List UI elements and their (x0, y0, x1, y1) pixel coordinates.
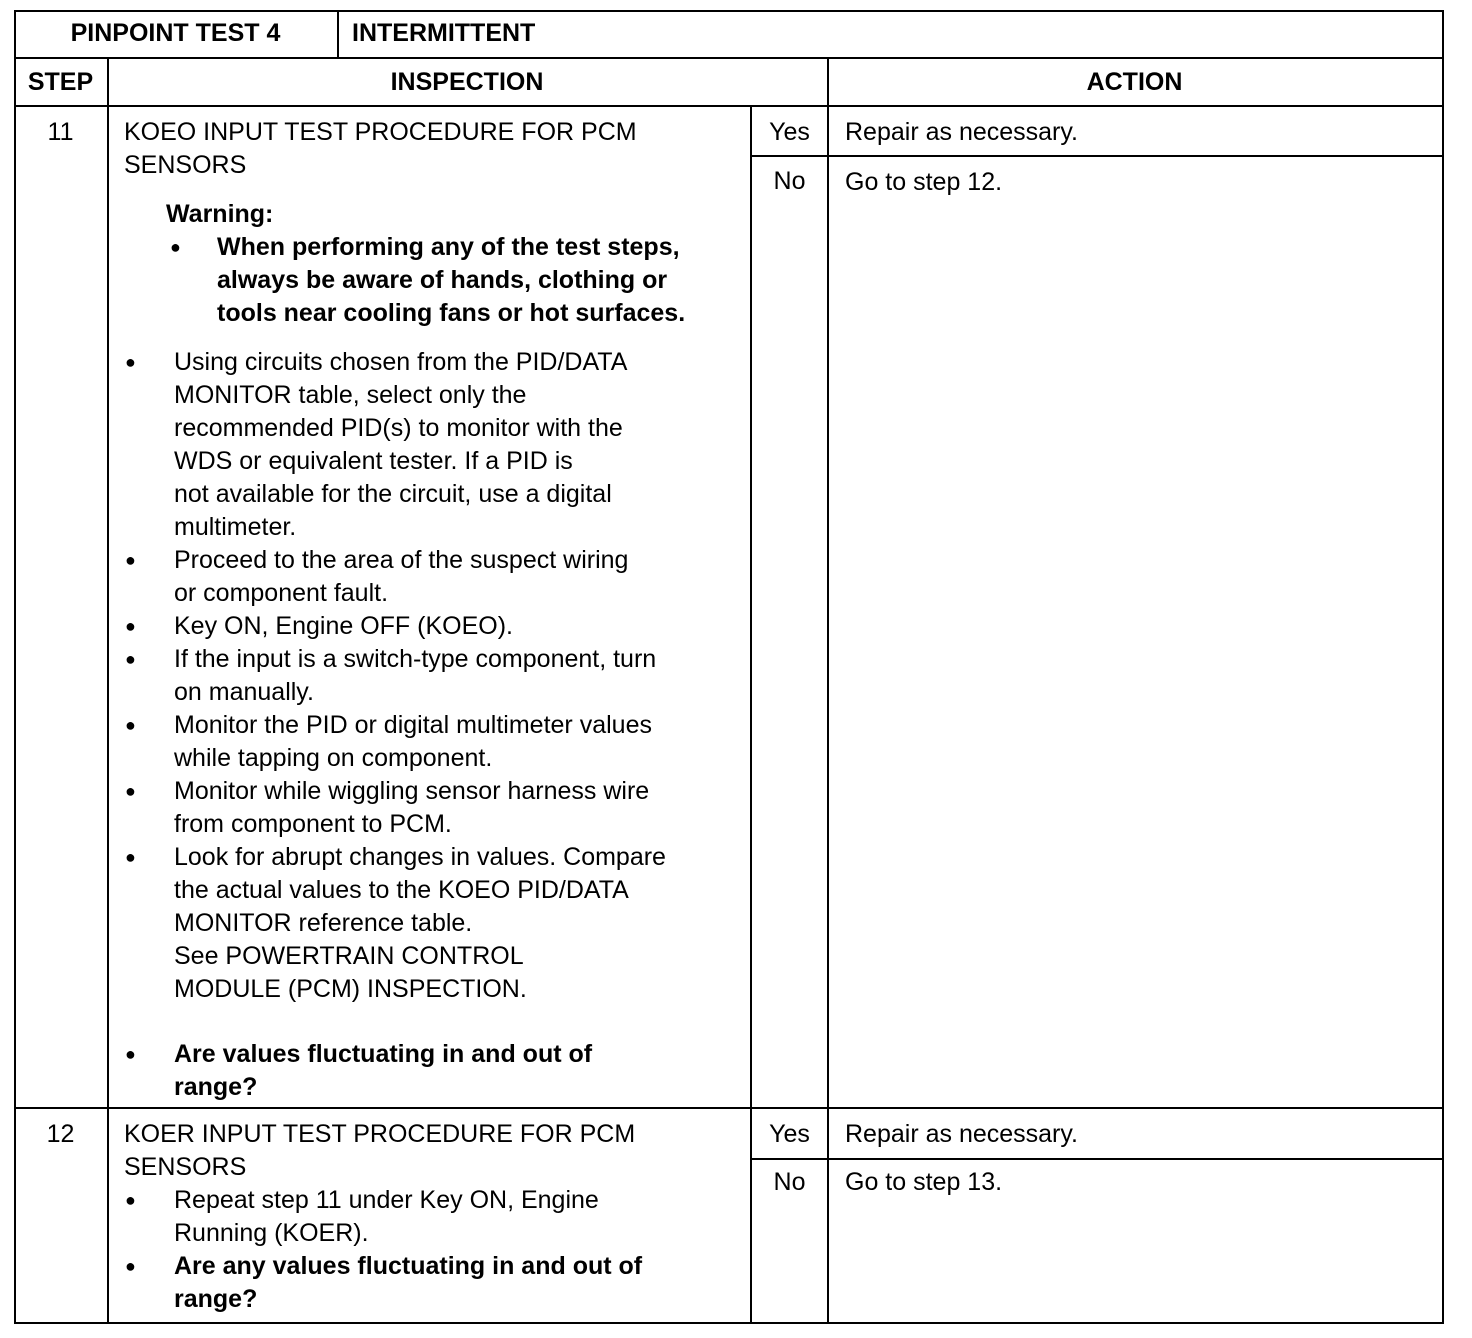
warning-label: Warning: (166, 200, 274, 228)
bullet-icon: ● (125, 847, 136, 867)
column-header-step: STEP (27, 68, 94, 96)
instruction-text: Proceed to the area of the suspect wiring (174, 546, 629, 574)
bullet-icon: ● (125, 352, 136, 372)
column-header-action: ACTION (1086, 68, 1183, 96)
bullet-icon: ● (125, 550, 136, 570)
action-column-divider (827, 57, 829, 1324)
table-border-top (14, 10, 1444, 12)
bullet-icon: ● (170, 237, 181, 257)
instruction-text: WDS or equivalent tester. If a PID is (174, 447, 573, 475)
instruction-text: Running (KOER). (174, 1219, 369, 1247)
instruction-text: MONITOR table, select only the (174, 381, 527, 409)
no-action: Go to step 13. (845, 1168, 1003, 1196)
yes-action: Repair as necessary. (845, 1120, 1078, 1148)
row-divider-step12 (14, 1107, 1444, 1109)
step-title: SENSORS (124, 1153, 247, 1181)
table-border-bottom (14, 1322, 1444, 1324)
instruction-text: multimeter. (174, 513, 297, 541)
instruction-text: Look for abrupt changes in values. Compare (174, 843, 666, 871)
bullet-icon: ● (125, 649, 136, 669)
instruction-text: Using circuits chosen from the PID/DATA (174, 348, 628, 376)
instruction-text: MODULE (PCM) INSPECTION. (174, 975, 527, 1003)
instruction-text: from component to PCM. (174, 810, 452, 838)
bullet-icon: ● (125, 1190, 136, 1210)
instruction-text: Monitor while wiggling sensor harness wire (174, 777, 650, 805)
no-action: Go to step 12. (845, 168, 1003, 196)
no-label: No (773, 167, 806, 195)
warning-text: tools near cooling fans or hot surfaces. (217, 299, 686, 327)
bullet-icon: ● (125, 1044, 136, 1064)
row-divider-columns (14, 105, 1444, 107)
step-title: KOEO INPUT TEST PROCEDURE FOR PCM (124, 118, 637, 146)
instruction-text: recommended PID(s) to monitor with the (174, 414, 623, 442)
pinpoint-test-label: PINPOINT TEST 4 (70, 19, 281, 47)
bullet-icon: ● (125, 616, 136, 636)
step-column-divider (107, 57, 109, 1324)
no-label: No (773, 1168, 806, 1196)
row-divider-header (14, 57, 1444, 59)
instruction-text: If the input is a switch-type component, turn (174, 645, 657, 673)
warning-text: When performing any of the test steps, (217, 233, 680, 261)
step-title: KOER INPUT TEST PROCEDURE FOR PCM (124, 1120, 636, 1148)
bullet-icon: ● (125, 781, 136, 801)
instruction-text: Repeat step 11 under Key ON, Engine (174, 1186, 599, 1214)
question-text: range? (174, 1073, 258, 1101)
column-header-inspection: INSPECTION (390, 68, 544, 96)
bullet-icon: ● (125, 715, 136, 735)
question-text: range? (174, 1285, 258, 1313)
instruction-text: or component fault. (174, 579, 389, 607)
bullet-icon: ● (125, 1256, 136, 1276)
instruction-text: on manually. (174, 678, 314, 706)
table-border-right (1442, 10, 1444, 1324)
yes-label: Yes (769, 1120, 810, 1148)
yes-label: Yes (769, 118, 810, 146)
header-cell-divider (337, 10, 339, 59)
question-text: Are any values fluctuating in and out of (174, 1252, 643, 1280)
instruction-text: while tapping on component. (174, 744, 493, 772)
instruction-text: MONITOR reference table. (174, 909, 473, 937)
instruction-text: See POWERTRAIN CONTROL (174, 942, 524, 970)
step-title: SENSORS (124, 151, 247, 179)
pinpoint-test-name: INTERMITTENT (352, 19, 536, 47)
warning-text: always be aware of hands, clothing or (217, 266, 668, 294)
instruction-text: Monitor the PID or digital multimeter values (174, 711, 652, 739)
yes-no-divider-step11 (750, 155, 1444, 157)
instruction-text: the actual values to the KOEO PID/DATA (174, 876, 629, 904)
yes-no-divider-step12 (750, 1158, 1444, 1160)
question-text: Are values fluctuating in and out of (174, 1040, 593, 1068)
instruction-text: not available for the circuit, use a digital (174, 480, 612, 508)
yes-action: Repair as necessary. (845, 118, 1078, 146)
instruction-text: Key ON, Engine OFF (KOEO). (174, 612, 513, 640)
step-number: 11 (47, 118, 74, 146)
step-number: 12 (46, 1120, 75, 1148)
